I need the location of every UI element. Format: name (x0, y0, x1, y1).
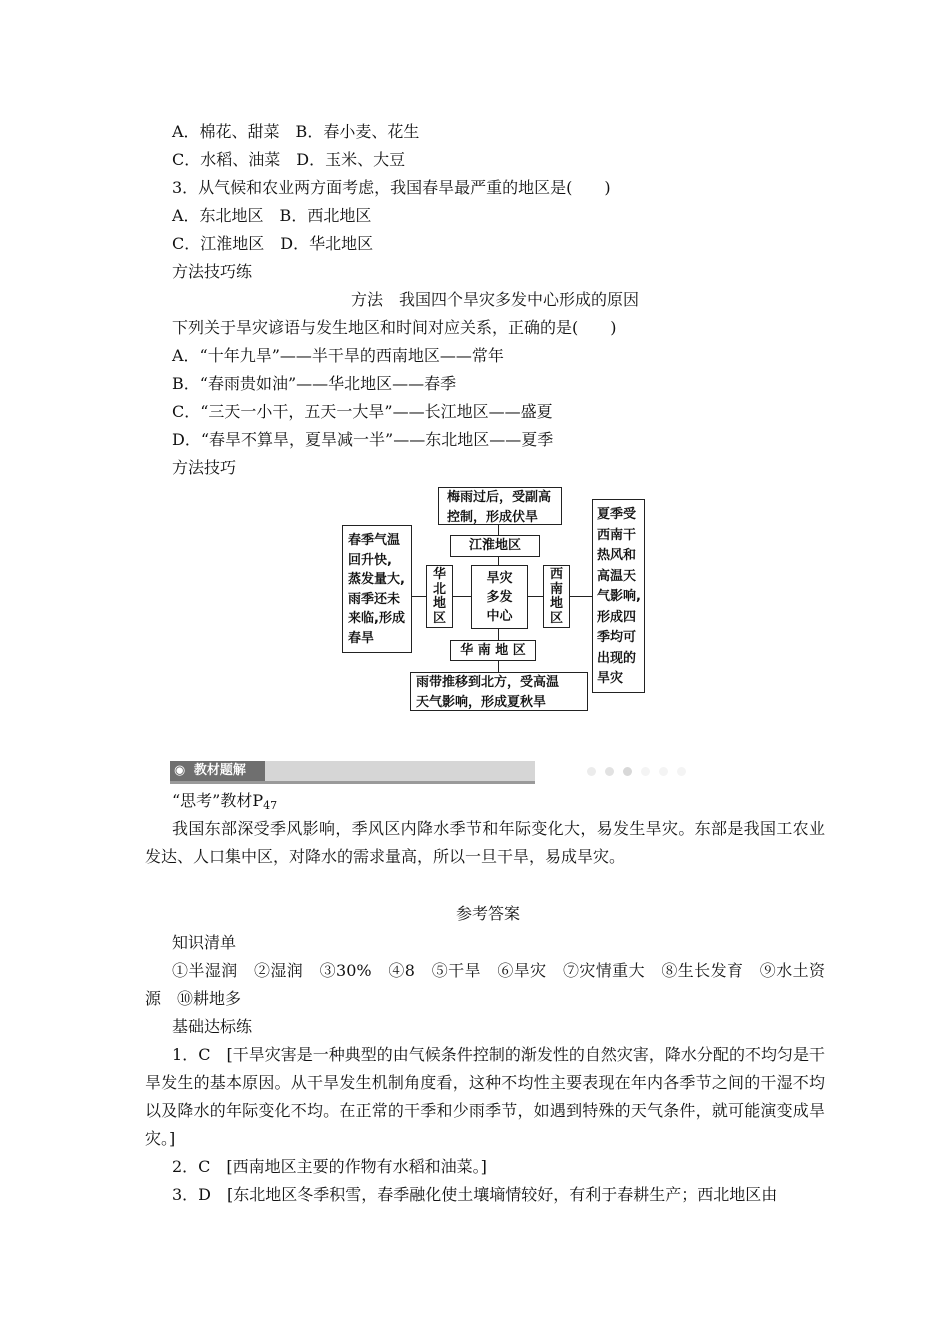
southwest-drought-box: 夏季受 西南干 热风和 高温天 气影响, 形成四 季均可 出现的 旱灾 (592, 499, 645, 693)
textbook-section-banner (170, 761, 535, 781)
method-option: A．“十年九旱”——半干旱的西南地区——常年 (172, 346, 504, 365)
spring-drought-box: 春季气温 回升快, 蒸发量大, 雨季还未 来临,形成 春旱 (342, 525, 412, 653)
textbook-ref-label: “思考”教材P (172, 791, 264, 810)
connector-line (527, 596, 544, 597)
dot-icon (623, 767, 632, 776)
method-option: C．“三天一小干，五天一大旱”——长江地区——盛夏 (172, 402, 553, 421)
connector-line (498, 628, 499, 640)
dot-icon (587, 767, 596, 776)
method-title: 方法 我国四个旱灾多发中心形成的原因 (350, 290, 639, 309)
connector-line (569, 596, 592, 597)
target-icon: ◉ (174, 763, 186, 778)
method-option: D．“春旱不算旱，夏旱减一半”——东北地区——夏季 (172, 430, 554, 449)
textbook-reference (172, 790, 277, 817)
question-3-text: 3．从气候和农业两方面考虑，我国春旱最严重的地区是( ) (172, 178, 611, 197)
huabei-region-box: 华 北 地 区 (426, 565, 453, 628)
knowledge-list-items: ①半湿润 ②湿润 ③30% ④8 ⑤干旱 ⑥旱灾 ⑦灾情重大 ⑧生长发育 ⑨水土资源 ⑩耕地多 (145, 961, 825, 1008)
summer-autumn-drought-box: 雨带推移到北方，受高温 天气影响，形成夏秋旱 (410, 672, 588, 711)
dot-icon (605, 767, 614, 776)
banner-title: 教材题解 (193, 763, 246, 778)
banner-label (170, 761, 265, 781)
method-option: B．“春雨贵如油”——华北地区——春季 (172, 374, 457, 393)
answer-1: 1．C [干旱灾害是一种典型的由气候条件控制的渐发性的自然灾害，降水分配的不均匀是干旱发生的基本原因。从干旱发生机制角度看，这种不均性主要表现在年内各季节之间的干湿不均以及降水的年际变化不均。在正常的干季和少雨季节，如遇到特殊的天气条件，就可能演变成旱灾。] (145, 1045, 825, 1148)
question-option-line: A．东北地区 B．西北地区 (172, 206, 372, 225)
meiyu-drought-box: 梅雨过后，受副高 控制，形成伏旱 (438, 487, 562, 525)
method-question: 下列关于旱灾谚语与发生地区和时间对应关系，正确的是( ) (172, 318, 617, 337)
tips-label: 方法技巧 (172, 458, 237, 477)
answers-title: 参考答案 (455, 904, 520, 923)
jianghuai-region-box: 江淮地区 (450, 535, 540, 557)
banner-bar (265, 761, 535, 781)
dot-icon (659, 767, 668, 776)
huanan-region-box: 华 南 地 区 (450, 640, 536, 661)
answer-2: 2．C [西南地区主要的作物有水稻和油菜。] (172, 1157, 487, 1176)
question-option-line: C．江淮地区 D．华北地区 (172, 234, 374, 253)
answer-3: 3．D [东北地区冬季积雪，春季融化使土壤墒情较好，有利于春耕生产；西北地区由 (172, 1185, 778, 1204)
question-option-line: C．水稻、油菜 D．玉米、大豆 (172, 150, 406, 169)
banner-underline (170, 781, 535, 784)
basic-practice-label: 基础达标练 (172, 1017, 253, 1036)
dot-icon (641, 767, 650, 776)
section-heading: 方法技巧练 (172, 262, 253, 281)
dot-icon (677, 767, 686, 776)
question-option-line: A．棉花、甜菜 B．春小麦、花生 (172, 122, 420, 141)
knowledge-list-label: 知识清单 (172, 933, 237, 952)
connector-line (411, 596, 426, 597)
connector-line (452, 596, 472, 597)
drought-center-box: 旱灾 多发 中心 (471, 565, 528, 629)
xinan-region-box: 西 南 地 区 (543, 565, 570, 628)
textbook-ref-page: 47 (263, 799, 278, 812)
textbook-answer: 我国东部深受季风影响，季风区内降水季节和年际变化大，易发生旱灾。东部是我国工农业发达、人口集中区，对降水的需求量高，所以一旦干旱，易成旱灾。 (145, 819, 825, 866)
